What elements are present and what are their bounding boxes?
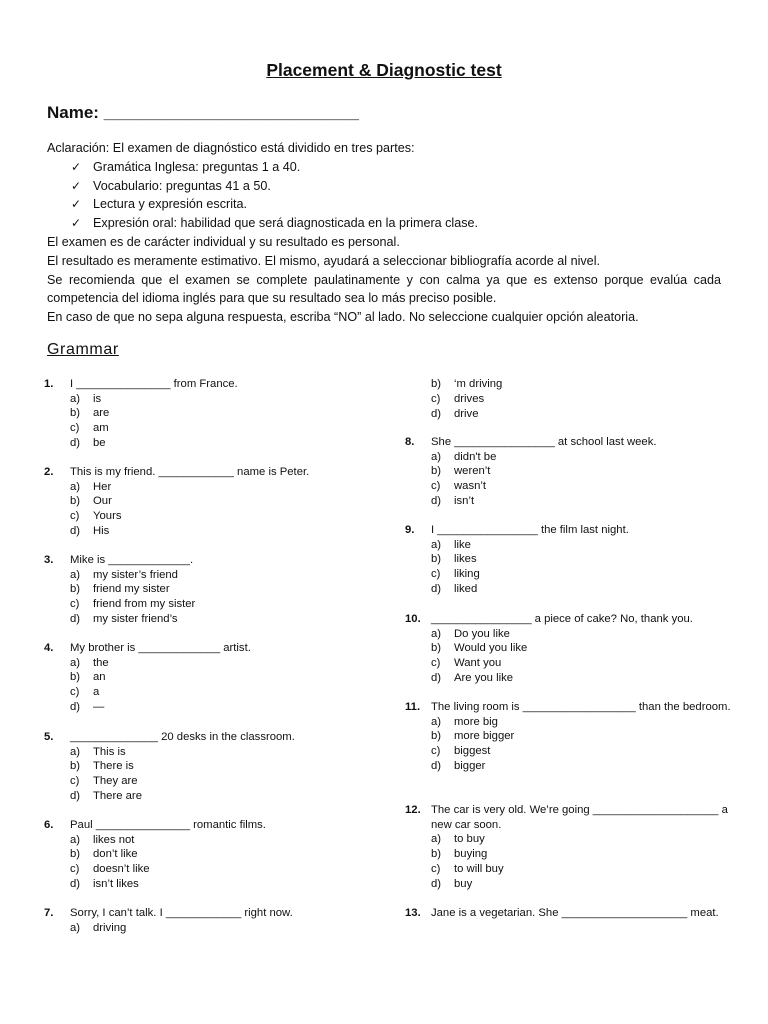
option-letter: c): [70, 775, 80, 788]
answer-option: [405, 715, 735, 730]
answer-option: [44, 582, 374, 597]
question-text: My brother is _____________ artist.: [70, 642, 251, 654]
answer-option: [405, 862, 735, 877]
option-text: —: [93, 700, 105, 713]
question-stem: [405, 435, 735, 450]
option-text: to buy: [454, 833, 485, 846]
answer-option: [405, 641, 735, 656]
option-letter: b): [70, 760, 81, 773]
question-item: [44, 730, 374, 804]
option-text: buy: [454, 877, 473, 890]
option-text: friend my sister: [93, 583, 170, 596]
question-item: [44, 906, 374, 935]
parts-list-item: ✓ Expresión oral: habilidad que será diagnosticada en la primera clase.: [47, 214, 721, 233]
answer-option: [44, 612, 374, 627]
option-letter: d): [431, 407, 442, 420]
option-text: more bigger: [454, 730, 515, 743]
name-label: Name:: [47, 103, 99, 122]
parts-list-item: ✓ Vocabulario: preguntas 41 a 50.: [47, 177, 721, 196]
option-text: didn't be: [454, 450, 497, 463]
option-letter: d): [70, 436, 81, 449]
option-letter: a): [431, 715, 442, 728]
option-letter: d): [70, 877, 81, 890]
answer-option: [405, 582, 735, 597]
answer-option: [44, 406, 374, 421]
option-text: driving: [93, 921, 127, 934]
question-number: 2.: [44, 466, 54, 478]
option-text: liking: [454, 568, 480, 581]
option-letter: a): [70, 392, 81, 405]
option-text: isn’t likes: [93, 877, 139, 890]
option-text: Want you: [454, 657, 502, 670]
option-letter: d): [431, 671, 442, 684]
answer-option: [405, 729, 735, 744]
answer-option: [44, 494, 374, 509]
answer-option: [44, 921, 374, 936]
instructions-lead: Aclaración: El examen de diagnóstico está dividido en tres partes:: [47, 141, 415, 155]
option-letter: b): [431, 378, 442, 390]
answer-option: [44, 759, 374, 774]
answer-option: [405, 552, 735, 567]
question-item: [405, 906, 735, 921]
answer-option: [44, 745, 374, 760]
question-stem: [405, 700, 735, 715]
option-text: bigger: [454, 759, 486, 772]
answer-option: [44, 847, 374, 862]
option-letter: a): [70, 921, 81, 934]
answer-option: [405, 671, 735, 686]
answer-option: [405, 847, 735, 862]
question-item: [405, 435, 735, 509]
parts-list-item: ✓ Lectura y expresión escrita.: [47, 195, 721, 214]
question-stem: [405, 612, 735, 627]
question-number: 10.: [405, 613, 421, 625]
option-text: more big: [454, 715, 498, 728]
option-text: drive: [454, 407, 479, 420]
question-text: The living room is __________________ than the bedroom.: [431, 701, 731, 713]
option-text: the: [93, 656, 109, 669]
option-text: There is: [93, 760, 134, 773]
option-text: ‘m driving: [454, 378, 503, 390]
option-text: am: [93, 422, 109, 435]
answer-option: [405, 494, 735, 509]
option-letter: c): [70, 863, 80, 876]
answer-option: [405, 627, 735, 642]
option-letter: b): [431, 730, 442, 743]
question-text: I _______________ from France.: [70, 378, 238, 390]
option-text: There are: [93, 789, 142, 802]
question-number: 5.: [44, 731, 54, 743]
answer-option: [405, 877, 735, 892]
option-letter: c): [70, 422, 80, 435]
option-letter: a): [70, 833, 81, 846]
question-text: The car is very old. We’re going ____________________ a new car soon.: [431, 804, 728, 831]
option-letter: b): [431, 465, 442, 478]
answer-option: [44, 436, 374, 451]
option-letter: c): [431, 392, 441, 405]
section-heading-grammar: Grammar: [47, 341, 119, 358]
option-text: don’t like: [93, 848, 138, 861]
option-letter: d): [70, 612, 81, 625]
option-text: an: [93, 671, 106, 684]
option-letter: a): [70, 480, 81, 493]
option-text: They are: [93, 775, 138, 788]
question-number: 9.: [405, 524, 415, 536]
question-text: Mike is _____________.: [70, 554, 194, 566]
option-letter: b): [70, 407, 81, 420]
question-stem: [44, 377, 374, 392]
answer-option: [405, 479, 735, 494]
question-text: ______________ 20 desks in the classroom.: [70, 731, 295, 743]
option-text: Our: [93, 495, 112, 508]
option-letter: c): [70, 598, 80, 611]
question-number: 1.: [44, 378, 54, 390]
option-text: likes: [454, 553, 477, 566]
answer-option: [44, 833, 374, 848]
option-text: drives: [454, 392, 485, 405]
question-stem: [44, 818, 374, 833]
question-stem: [44, 730, 374, 745]
option-letter: c): [431, 657, 441, 670]
option-letter: c): [431, 568, 441, 581]
question-number: 11.: [405, 701, 421, 713]
option-text: weren’t: [454, 465, 491, 478]
name-field: [47, 103, 359, 123]
question-number: 13.: [405, 907, 421, 919]
question-item: [44, 553, 374, 627]
answer-option: [44, 774, 374, 789]
option-text: liked: [454, 582, 478, 595]
checkmark-icon: ✓: [71, 159, 82, 174]
option-text: Do you like: [454, 627, 510, 640]
option-text: wasn’t: [454, 480, 487, 493]
answer-option: [405, 538, 735, 553]
option-text: friend from my sister: [93, 598, 196, 611]
question-number: 12.: [405, 804, 421, 816]
option-text: biggest: [454, 745, 491, 758]
option-text: a: [93, 686, 100, 699]
option-letter: b): [70, 583, 81, 596]
answer-option: [44, 670, 374, 685]
option-letter: d): [431, 759, 442, 772]
question-stem: [44, 906, 374, 921]
option-letter: b): [70, 495, 81, 508]
option-letter: a): [70, 656, 81, 669]
option-text: likes not: [93, 833, 135, 846]
page-title: Placement & Diagnostic test: [266, 60, 502, 80]
answer-option: [44, 509, 374, 524]
question-text: She ________________ at school last week.: [431, 436, 657, 448]
option-text: are: [93, 407, 110, 420]
option-letter: b): [431, 847, 442, 860]
answer-option: [44, 877, 374, 892]
question-stem: [405, 906, 735, 921]
answer-option: [405, 464, 735, 479]
instructions-paragraph: Se recomienda que el examen se complete paulatinamente y con calma ya que es extenso porque evalúa cada competencia del idioma inglés para que su resultado sea lo más preciso posible.: [47, 272, 721, 306]
answer-option: [405, 832, 735, 847]
checkmark-icon: ✓: [71, 197, 82, 212]
answer-option: [44, 421, 374, 436]
option-text: His: [93, 524, 110, 537]
answer-option: [405, 377, 735, 392]
option-text: buying: [454, 847, 488, 860]
option-text: is: [93, 392, 102, 405]
option-letter: b): [70, 671, 81, 684]
option-text: be: [93, 436, 106, 449]
instructions-line: El examen es de carácter individual y su resultado es personal.: [47, 234, 400, 249]
question-stem: [44, 553, 374, 568]
question-number: 3.: [44, 554, 54, 566]
answer-option: [405, 407, 735, 422]
option-text: Yours: [93, 510, 122, 523]
question-item: [405, 612, 735, 686]
answer-option: [44, 392, 374, 407]
question-text: Paul _______________ romantic films.: [70, 819, 266, 831]
question-stem: [44, 641, 374, 656]
answer-option: [44, 656, 374, 671]
question-item: [405, 700, 735, 774]
question-item: [44, 465, 374, 539]
answer-option: [405, 656, 735, 671]
option-text: This is: [93, 745, 126, 758]
question-text: I ________________ the film last night.: [431, 524, 629, 536]
option-letter: c): [70, 686, 80, 699]
option-text: doesn’t like: [93, 863, 150, 876]
question-number: 4.: [44, 642, 54, 654]
parts-list-item: ✓ Gramática Inglesa: preguntas 1 a 40.: [47, 158, 721, 177]
answer-option: [405, 450, 735, 465]
answer-option: [405, 744, 735, 759]
option-text: to will buy: [454, 862, 504, 875]
option-text: Would you like: [454, 642, 528, 655]
option-letter: b): [70, 848, 81, 861]
answer-option: [44, 480, 374, 495]
question-item: [44, 818, 374, 892]
question-stem: [405, 523, 735, 538]
question-text: Sorry, I can’t talk. I ____________ right now.: [70, 907, 293, 919]
answer-option: [44, 700, 374, 715]
option-letter: a): [70, 568, 81, 581]
option-letter: a): [431, 627, 442, 640]
option-text: like: [454, 538, 471, 551]
question-item: [405, 523, 735, 597]
option-text: isn’t: [454, 494, 475, 507]
parts-list: [47, 158, 721, 233]
question-number: 8.: [405, 436, 415, 448]
question-continuation: [405, 377, 735, 421]
option-letter: b): [431, 553, 442, 566]
option-letter: d): [431, 582, 442, 595]
option-letter: c): [70, 510, 80, 523]
option-letter: c): [431, 480, 441, 493]
answer-option: [405, 759, 735, 774]
option-letter: d): [70, 524, 81, 537]
question-item: [44, 641, 374, 715]
question-stem: [405, 803, 735, 832]
option-letter: d): [431, 877, 442, 890]
option-letter: b): [431, 642, 442, 655]
option-letter: a): [431, 450, 442, 463]
question-item: [405, 803, 735, 891]
answer-option: [44, 524, 374, 539]
option-letter: a): [431, 833, 442, 846]
instructions-line: En caso de que no sepa alguna respuesta, escriba “NO” al lado. No seleccione cualquier opción aleatoria.: [47, 310, 639, 325]
answer-option: [44, 862, 374, 877]
instructions-line: El resultado es meramente estimativo. El mismo, ayudará a seleccionar bibliografía acorde al nivel.: [47, 253, 600, 268]
checkmark-icon: ✓: [71, 216, 82, 231]
option-letter: a): [431, 538, 442, 551]
answer-option: [405, 392, 735, 407]
option-letter: a): [70, 745, 81, 758]
answer-option: [44, 685, 374, 700]
answer-option: [405, 567, 735, 582]
question-text: This is my friend. ____________ name is Peter.: [70, 466, 310, 478]
name-blank: ___________________________: [103, 103, 359, 122]
option-text: my sister friend’s: [93, 612, 178, 625]
option-letter: d): [431, 494, 442, 507]
question-text: ________________ a piece of cake? No, thank you.: [431, 613, 693, 625]
checkmark-icon: ✓: [71, 178, 82, 193]
option-letter: d): [70, 789, 81, 802]
option-letter: c): [431, 745, 441, 758]
option-text: Are you like: [454, 671, 514, 684]
question-item: [44, 377, 374, 451]
option-text: my sister’s friend: [93, 568, 178, 581]
answer-option: [44, 568, 374, 583]
instructions: [47, 139, 721, 327]
question-stem: [44, 465, 374, 480]
option-text: Her: [93, 480, 112, 493]
question-number: 6.: [44, 819, 54, 831]
question-text: Jane is a vegetarian. She ____________________ meat.: [431, 907, 719, 919]
option-letter: c): [431, 862, 441, 875]
option-letter: d): [70, 700, 81, 713]
answer-option: [44, 789, 374, 804]
question-number: 7.: [44, 907, 54, 919]
answer-option: [44, 597, 374, 612]
